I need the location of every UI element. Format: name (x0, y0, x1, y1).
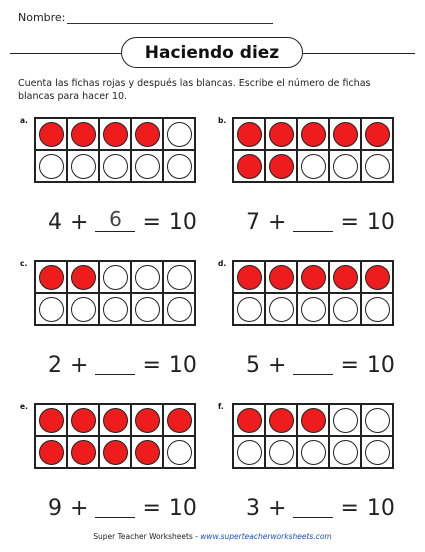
problem-letter: b. (218, 116, 227, 125)
red-counter (39, 440, 64, 465)
ten-frame-cell (329, 293, 361, 325)
white-counter (167, 154, 192, 179)
answer-blank[interactable] (95, 350, 135, 375)
white-counter (365, 154, 390, 179)
plus-sign: + (268, 210, 287, 235)
ten-frame-cell (329, 261, 361, 293)
ten-frame-cell (35, 261, 67, 293)
red-counter (333, 122, 358, 147)
ten-frame-cell (361, 293, 393, 325)
total: 10 (366, 210, 395, 235)
ten-frame-cell (329, 118, 361, 150)
ten-frame-cell (99, 293, 131, 325)
red-counter (237, 154, 262, 179)
ten-frame-cell (297, 150, 329, 182)
red-counter (269, 154, 294, 179)
plus-sign: + (70, 210, 89, 235)
red-counter (39, 265, 64, 290)
red-counter (135, 408, 160, 433)
white-counter (167, 297, 192, 322)
ten-frame-cell (265, 118, 297, 150)
white-counter (135, 265, 160, 290)
ten-frame-cell (233, 404, 265, 436)
ten-frame-cell (35, 404, 67, 436)
ten-frame-cell (35, 150, 67, 182)
ten-frame-cell (265, 293, 297, 325)
red-counter (103, 408, 128, 433)
ten-frame-cell (163, 150, 195, 182)
ten-frame-cell (265, 404, 297, 436)
white-counter (167, 440, 192, 465)
equation (48, 353, 197, 378)
ten-frame-cell (67, 404, 99, 436)
equals-sign: = (340, 210, 359, 235)
problem-f (218, 402, 404, 552)
ten-frame-cell (131, 118, 163, 150)
red-counter (269, 122, 294, 147)
ten-frame-cell (35, 293, 67, 325)
plus-sign: + (268, 496, 287, 521)
ten-frame-cell (361, 118, 393, 150)
answer-blank[interactable] (95, 207, 135, 232)
white-counter (135, 154, 160, 179)
red-counter (135, 122, 160, 147)
white-counter (71, 297, 96, 322)
problem-e (20, 402, 206, 552)
ten-frame-cell (163, 404, 195, 436)
white-counter (237, 440, 262, 465)
white-counter (237, 297, 262, 322)
ten-frame-cell (265, 436, 297, 468)
ten-frame-cell (361, 150, 393, 182)
ten-frame (232, 117, 394, 183)
white-counter (39, 297, 64, 322)
red-counter (39, 122, 64, 147)
red-counter (365, 265, 390, 290)
problem-letter: d. (218, 259, 227, 268)
red-counter (103, 440, 128, 465)
ten-frame-cell (131, 404, 163, 436)
ten-frame-cell (233, 118, 265, 150)
white-counter (301, 297, 326, 322)
ten-frame (34, 260, 196, 326)
red-counter (39, 408, 64, 433)
ten-frame-cell (297, 261, 329, 293)
equation (246, 496, 395, 521)
problem-d (218, 259, 404, 409)
red-counter (269, 265, 294, 290)
white-counter (301, 154, 326, 179)
problem-a (20, 116, 206, 266)
white-counter (333, 408, 358, 433)
ten-frame-cell (99, 150, 131, 182)
white-counter (103, 154, 128, 179)
equals-sign: = (340, 496, 359, 521)
ten-frame-cell (131, 150, 163, 182)
plus-sign: + (70, 353, 89, 378)
ten-frame-cell (233, 436, 265, 468)
ten-frame (34, 403, 196, 469)
red-counter (365, 122, 390, 147)
ten-frame-cell (131, 261, 163, 293)
red-counter (237, 122, 262, 147)
problem-letter: f. (218, 402, 224, 411)
name-field[interactable] (67, 12, 273, 24)
white-counter (103, 297, 128, 322)
ten-frame-cell (361, 261, 393, 293)
white-counter (333, 440, 358, 465)
total: 10 (168, 210, 197, 235)
total: 10 (366, 353, 395, 378)
ten-frame-cell (329, 150, 361, 182)
white-counter (135, 297, 160, 322)
answer-blank[interactable] (293, 350, 333, 375)
red-counter (167, 408, 192, 433)
red-counter (71, 440, 96, 465)
ten-frame-cell (361, 404, 393, 436)
white-counter (269, 297, 294, 322)
equals-sign: = (142, 210, 161, 235)
ten-frame-cell (67, 118, 99, 150)
problem-letter: e. (20, 402, 28, 411)
addend: 7 (246, 210, 260, 235)
footer (0, 532, 425, 541)
plus-sign: + (70, 496, 89, 521)
ten-frame-cell (131, 293, 163, 325)
red-counter (301, 122, 326, 147)
ten-frame-cell (99, 436, 131, 468)
ten-frame-cell (297, 293, 329, 325)
red-counter (269, 408, 294, 433)
white-counter (71, 154, 96, 179)
equation (48, 496, 197, 521)
ten-frame-cell (297, 118, 329, 150)
ten-frame-cell (297, 404, 329, 436)
ten-frame-cell (131, 436, 163, 468)
ten-frame-cell (67, 436, 99, 468)
equation (246, 210, 395, 235)
addend: 3 (246, 496, 260, 521)
red-counter (237, 408, 262, 433)
ten-frame-cell (233, 150, 265, 182)
ten-frame-cell (297, 436, 329, 468)
ten-frame-cell (99, 261, 131, 293)
ten-frame-cell (163, 261, 195, 293)
red-counter (135, 440, 160, 465)
ten-frame-cell (67, 261, 99, 293)
ten-frame-cell (99, 118, 131, 150)
problem-b (218, 116, 404, 266)
equation (48, 207, 197, 235)
problem-letter: c. (20, 259, 28, 268)
red-counter (71, 122, 96, 147)
ten-frame-cell (265, 150, 297, 182)
white-counter (269, 440, 294, 465)
ten-frame (34, 117, 196, 183)
problem-letter: a. (20, 116, 28, 125)
instructions: Cuenta las fichas rojas y después las blancas. Escribe el número de fichas blancas para hacer 10. (18, 78, 371, 102)
total: 10 (168, 353, 197, 378)
equals-sign: = (142, 353, 161, 378)
answer-value: 6 (109, 207, 122, 231)
name-row (18, 11, 273, 24)
white-counter (365, 297, 390, 322)
plus-sign: + (268, 353, 287, 378)
red-counter (71, 408, 96, 433)
red-counter (71, 265, 96, 290)
red-counter (237, 265, 262, 290)
addend: 5 (246, 353, 260, 378)
white-counter (167, 122, 192, 147)
ten-frame-cell (265, 261, 297, 293)
addend: 9 (48, 496, 62, 521)
total: 10 (168, 496, 197, 521)
equals-sign: = (142, 496, 161, 521)
answer-blank[interactable] (95, 493, 135, 518)
ten-frame-cell (99, 404, 131, 436)
ten-frame-cell (163, 436, 195, 468)
ten-frame-cell (35, 436, 67, 468)
ten-frame-cell (67, 293, 99, 325)
equation (246, 353, 395, 378)
problem-c (20, 259, 206, 409)
name-label: Nombre: (18, 11, 66, 24)
white-counter (333, 154, 358, 179)
footer-link[interactable]: www.superteacherworksheets.com (200, 532, 332, 541)
addend: 2 (48, 353, 62, 378)
white-counter (333, 297, 358, 322)
white-counter (301, 440, 326, 465)
red-counter (333, 265, 358, 290)
ten-frame-cell (233, 293, 265, 325)
addend: 4 (48, 210, 62, 235)
footer-text: Super Teacher Worksheets - (93, 532, 201, 541)
red-counter (301, 265, 326, 290)
ten-frame-cell (329, 436, 361, 468)
answer-blank[interactable] (293, 207, 333, 232)
ten-frame (232, 403, 394, 469)
equals-sign: = (340, 353, 359, 378)
white-counter (365, 440, 390, 465)
ten-frame-cell (329, 404, 361, 436)
ten-frame-cell (35, 118, 67, 150)
ten-frame-cell (67, 150, 99, 182)
red-counter (301, 408, 326, 433)
red-counter (103, 122, 128, 147)
page-title: Haciendo diez (121, 37, 303, 68)
white-counter (103, 265, 128, 290)
answer-blank[interactable] (293, 493, 333, 518)
ten-frame (232, 260, 394, 326)
white-counter (365, 408, 390, 433)
ten-frame-cell (163, 293, 195, 325)
ten-frame-cell (163, 118, 195, 150)
total: 10 (366, 496, 395, 521)
ten-frame-cell (233, 261, 265, 293)
white-counter (167, 265, 192, 290)
ten-frame-cell (361, 436, 393, 468)
white-counter (39, 154, 64, 179)
